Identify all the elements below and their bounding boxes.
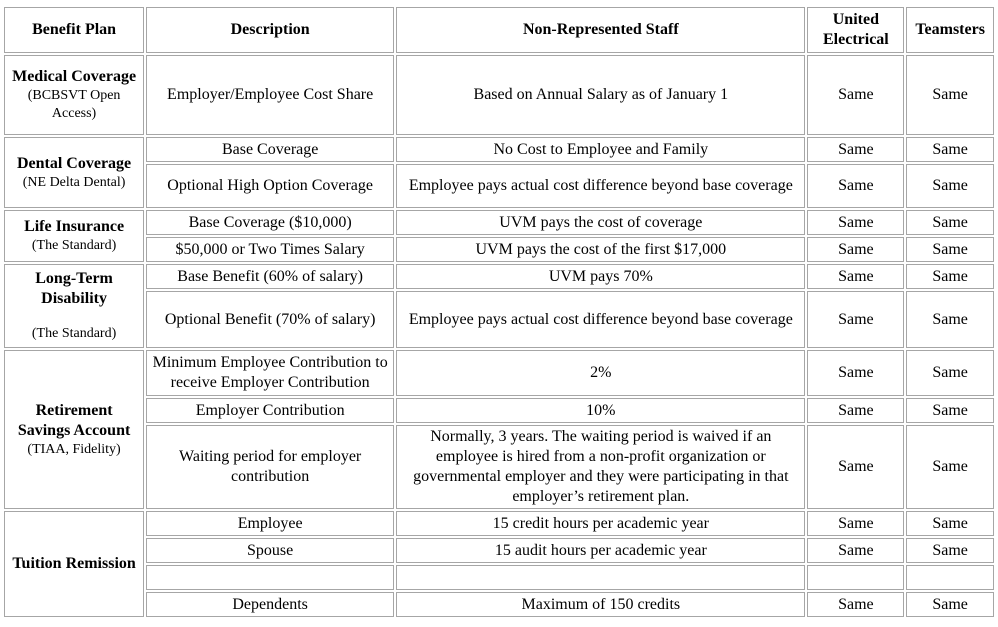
teamsters-cell: Same xyxy=(906,164,994,208)
description-cell: Minimum Employee Contribution to receive Employer Contribution xyxy=(146,350,394,396)
description-cell: Employee xyxy=(146,511,394,536)
plan-name: Dental Coverage xyxy=(16,154,132,172)
non-represented-cell: UVM pays the cost of the first $17,000 xyxy=(396,237,805,262)
united-electrical-cell: Same xyxy=(807,511,904,536)
plan-provider: (TIAA, Fidelity) xyxy=(27,441,121,457)
description-cell: Base Benefit (60% of salary) xyxy=(146,264,394,289)
description-cell: Optional High Option Coverage xyxy=(146,164,394,208)
table-row xyxy=(4,237,994,262)
teamsters-cell: Same xyxy=(906,398,994,423)
non-represented-cell: Employee pays actual cost difference beyond base coverage xyxy=(396,291,805,348)
description-cell: Employer/Employee Cost Share xyxy=(146,55,394,135)
table-row xyxy=(4,511,994,536)
non-represented-cell: Maximum of 150 credits xyxy=(396,592,805,617)
united-electrical-cell: Same xyxy=(807,164,904,208)
plan-dental xyxy=(4,137,144,208)
plan-retirement-savings xyxy=(4,350,144,509)
non-represented-cell: 2% xyxy=(396,350,805,396)
plan-long-term-disability xyxy=(4,264,144,348)
table-row xyxy=(4,398,994,423)
teamsters-cell: Same xyxy=(906,137,994,162)
description-cell: Dependents xyxy=(146,592,394,617)
table-row xyxy=(4,264,994,289)
united-electrical-cell: Same xyxy=(807,210,904,235)
plan-provider: (The Standard) xyxy=(31,238,117,253)
header-teamsters: Teamsters xyxy=(906,7,994,53)
table-row xyxy=(4,592,994,617)
teamsters-cell: Same xyxy=(906,425,994,509)
plan-life-insurance xyxy=(4,210,144,262)
non-represented-cell: 10% xyxy=(396,398,805,423)
plan-tuition-remission xyxy=(4,511,144,617)
description-cell: $50,000 or Two Times Salary xyxy=(146,237,394,262)
united-electrical-cell: Same xyxy=(807,350,904,396)
united-electrical-cell xyxy=(807,565,904,590)
teamsters-cell: Same xyxy=(906,264,994,289)
spacer xyxy=(8,309,140,325)
header-benefit-plan: Benefit Plan xyxy=(4,7,144,53)
teamsters-cell xyxy=(906,565,994,590)
description-cell: Base Coverage xyxy=(146,137,394,162)
teamsters-cell: Same xyxy=(906,291,994,348)
united-electrical-cell: Same xyxy=(807,538,904,563)
table-row xyxy=(4,565,994,590)
non-represented-cell: No Cost to Employee and Family xyxy=(396,137,805,162)
plan-provider: (BCBSVT Open Access) xyxy=(27,88,121,121)
united-electrical-cell: Same xyxy=(807,55,904,135)
teamsters-cell: Same xyxy=(906,237,994,262)
teamsters-cell: Same xyxy=(906,350,994,396)
non-represented-cell: UVM pays 70% xyxy=(396,264,805,289)
benefits-table xyxy=(2,5,996,619)
table-row xyxy=(4,164,994,208)
header-description: Description xyxy=(146,7,394,53)
plan-name: Life Insurance xyxy=(24,218,125,235)
teamsters-cell: Same xyxy=(906,210,994,235)
teamsters-cell: Same xyxy=(906,538,994,563)
table-row xyxy=(4,538,994,563)
table-row xyxy=(4,425,994,509)
plan-provider: (The Standard) xyxy=(31,326,117,341)
united-electrical-cell: Same xyxy=(807,398,904,423)
plan-name: Retirement Savings Account xyxy=(17,401,131,439)
header-non-represented-staff: Non-Represented Staff xyxy=(396,7,805,53)
non-represented-cell: Employee pays actual cost difference beyond base coverage xyxy=(396,164,805,208)
united-electrical-cell: Same xyxy=(807,237,904,262)
non-represented-cell: Based on Annual Salary as of January 1 xyxy=(396,55,805,135)
plan-name: Long-Term Disability xyxy=(35,270,113,307)
united-electrical-cell: Same xyxy=(807,137,904,162)
non-represented-cell: Normally, 3 years. The waiting period is waived if an employee is hired from a non-profit organization or governmental employer and they were participating in that employer’s retirement plan. xyxy=(396,425,805,509)
table-row xyxy=(4,210,994,235)
plan-name: Medical Coverage xyxy=(12,68,137,85)
description-cell: Optional Benefit (70% of salary) xyxy=(146,291,394,348)
description-cell: Employer Contribution xyxy=(146,398,394,423)
header-united-electrical: United Electrical xyxy=(807,7,904,53)
non-represented-cell: 15 audit hours per academic year xyxy=(396,538,805,563)
united-electrical-cell: Same xyxy=(807,425,904,509)
non-represented-cell: 15 credit hours per academic year xyxy=(396,511,805,536)
teamsters-cell: Same xyxy=(906,592,994,617)
teamsters-cell: Same xyxy=(906,511,994,536)
united-electrical-cell: Same xyxy=(807,291,904,348)
plan-name: Tuition Remission xyxy=(12,555,136,572)
header-row xyxy=(4,7,994,53)
table-row xyxy=(4,137,994,162)
united-electrical-cell: Same xyxy=(807,592,904,617)
table-row xyxy=(4,55,994,135)
table-row xyxy=(4,350,994,396)
table-row xyxy=(4,291,994,348)
non-represented-cell xyxy=(396,565,805,590)
united-electrical-cell: Same xyxy=(807,264,904,289)
non-represented-cell: UVM pays the cost of coverage xyxy=(396,210,805,235)
description-cell: Spouse xyxy=(146,538,394,563)
description-cell: Base Coverage ($10,000) xyxy=(146,210,394,235)
description-cell: Waiting period for employer contribution xyxy=(146,425,394,509)
plan-medical xyxy=(4,55,144,135)
description-cell xyxy=(146,565,394,590)
plan-provider: (NE Delta Dental) xyxy=(22,174,126,190)
teamsters-cell: Same xyxy=(906,55,994,135)
